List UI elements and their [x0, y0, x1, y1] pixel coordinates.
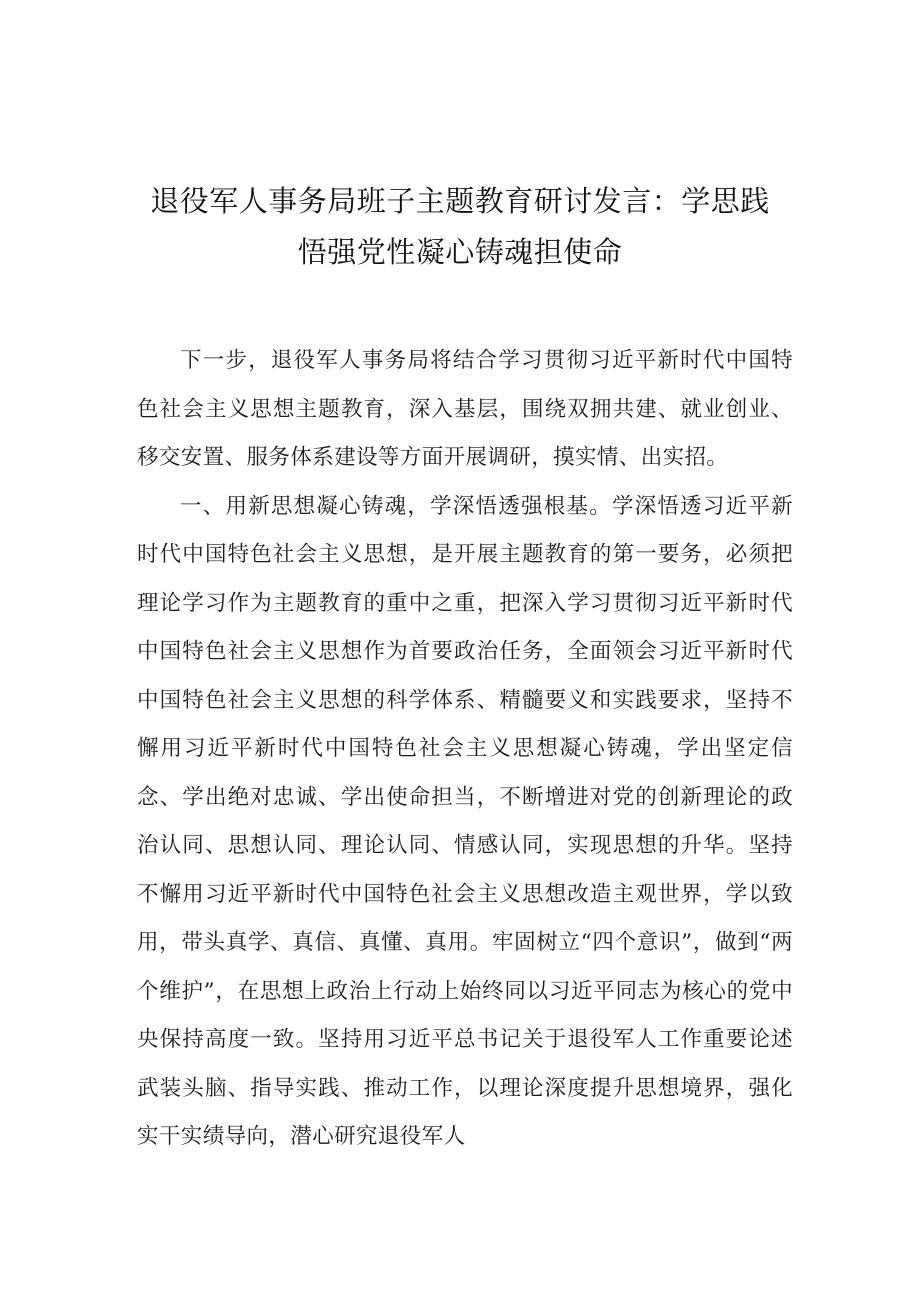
document-body — [137, 337, 793, 1162]
document-title: 退役军人事务局班子主题教育研讨发言：学思践悟强党性凝心铸魂担使命 — [150, 184, 770, 269]
paragraph-next-steps: 下一步，退役军人事务局将结合学习贯彻习近平新时代中国特色社会主义思想主题教育，深入基层，围绕双拥共建、就业创业、移交安置、服务体系建设等方面开展调研，摸实情、出实招。 — [137, 348, 793, 470]
paragraph-section-one: 一、用新思想凝心铸魂，学深悟透强根基。学深悟透习近平新时代中国特色社会主义思想，是开展主题教育的第一要务，必须把理论学习作为主题教育的重中之重，把深入学习贯彻习近平新时代中国特色社会主义思想作为首要政治任务，全面领会习近平新时代中国特色社会主义思想的科学体系、精髓要义和实践要求，坚持不懈用习近平新时代中国特色社会主义思想凝心铸魂，学出坚定信念、学出绝对忠诚、学出使命担当，不断增进对党的创新理论的政治认同、思想认同、理论认同、情感认同，实现思想的升华。坚持不懈用习近平新时代中国特色社会主义思想改造主观世界，学以致用，带头真学、真信、真懂、真用。牢固树立“四个意识”，做到“两个维护”，在思想上政治上行动上始终同以习近平同志为核心的党中央保持高度一致。坚持用习近平总书记关于退役军人工作重要论述武装头脑、指导实践、推动工作，以理论深度提升思想境界，强化实干实绩导向，潜心研究退役军人 — [137, 493, 793, 1149]
